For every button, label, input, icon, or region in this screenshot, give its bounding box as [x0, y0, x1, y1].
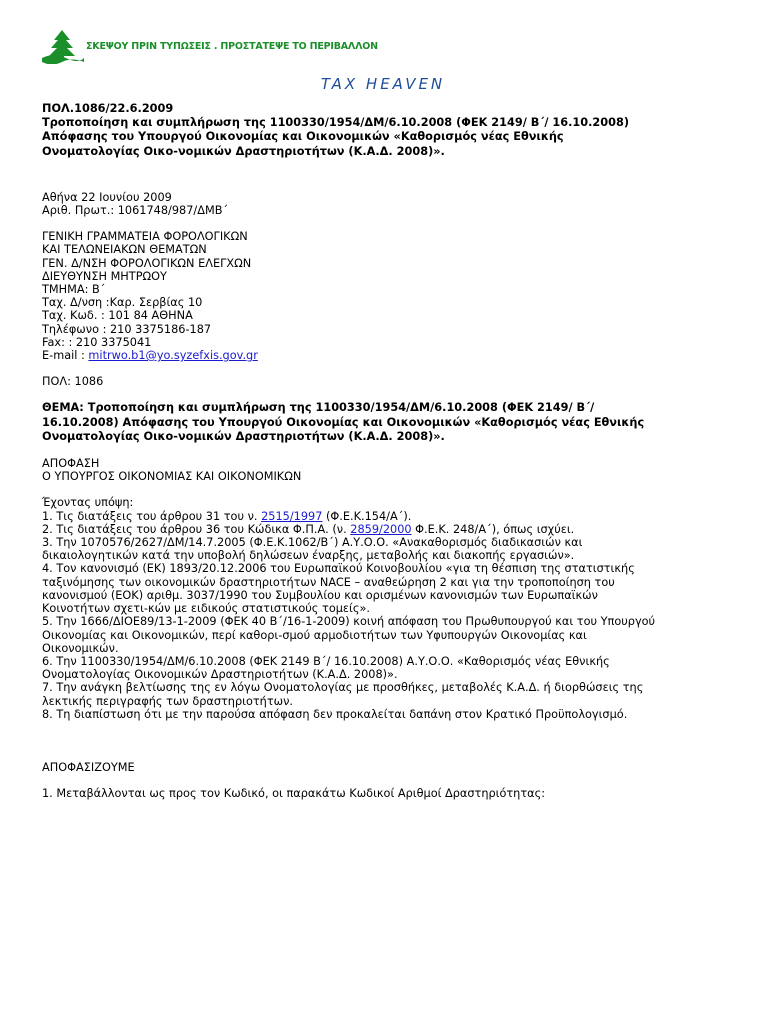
title-line: Τροποποίηση και συμπλήρωση της 1100330/1954/ΔΜ/6.10.2008 (ΦΕΚ 2149/ Β΄/ 16.10.2008) — [42, 116, 630, 130]
authority-line: Fax: : 210 3375041 — [42, 335, 152, 349]
list-item: Ονοματολογίας Οικονομικών Δραστηριοτήτων (Κ.Α.Δ. 2008)». — [42, 668, 398, 682]
tree-logo-icon — [40, 28, 84, 64]
list-item: 4. Τον κανονισμό (ΕΚ) 1893/20.12.2006 του Ευρωπαϊκού Κοινοβουλίου «για τη θέσπιση της στατιστικής — [42, 562, 635, 576]
we-decide-heading: ΑΠΟΦΑΣΙΖΟΥΜΕ — [42, 760, 135, 774]
email-link[interactable]: mitrwo.b1@yo.syzefxis.gov.gr — [88, 349, 258, 363]
minister-heading: Ο ΥΠΟΥΡΓΟΣ ΟΙΚΟΝΟΜΙΑΣ ΚΑΙ ΟΙΚΟΝΟΜΙΚΩΝ — [42, 470, 302, 484]
eco-slogan: ΣΚΕΨΟΥ ΠΡΙΝ ΤΥΠΩΣΕΙΣ . ΠΡΟΣΤΑΤΕΨΕ ΤΟ ΠΕΡΙΒΑΛΛΟΝ — [86, 40, 378, 52]
decision-heading: ΑΠΟΦΑΣΗ — [42, 457, 100, 471]
list-item: δικαιολογητικών κατά την υποβολή δηλώσεων έναρξης, μεταβολής και διακοπής εργασιών». — [42, 549, 575, 563]
title-line: Ονοματολογίας Οικο-νομικών Δραστηριοτήτων (Κ.Α.Δ. 2008)». — [42, 144, 445, 158]
list-item: Οικονομίας και Οικονομικών, περί καθορι-σμού αρμοδιοτήτων των Υφυπουργών Οικονομίας και — [42, 628, 587, 642]
document-title — [42, 102, 732, 159]
law-link-2515-1997[interactable]: 2515/1997 — [261, 509, 323, 523]
authority-line: ΔΙΕΥΘΥΝΣΗ ΜΗΤΡΩΟΥ — [42, 269, 167, 283]
item-text: (Φ.Ε.Κ.154/Α΄). — [322, 509, 412, 523]
item-text: 1. Τις διατάξεις του άρθρου 31 του ν. — [42, 509, 262, 523]
svg-text:TAX HEAVEN: TAX HEAVEN — [320, 75, 446, 93]
authority-line: Ταχ. Κωδ. : 101 84 ΑΘΗΝΑ — [42, 309, 193, 323]
decision-item: 1. Μεταβάλλονται ως προς τον Κωδικό, οι παρακάτω Κωδικοί Αριθμοί Δραστηριότητας: — [42, 787, 546, 801]
list-item: 5. Την 1666/ΔΙΟΕ89/13-1-2009 (ΦΕΚ 40 Β΄/16-1-2009) κοινή απόφαση του Πρωθυπουργού και του Υπουργού — [42, 615, 656, 629]
subject-block — [42, 401, 732, 444]
document-date: Αθήνα 22 Ιουνίου 2009 — [42, 190, 172, 204]
list-item: λεκτικής περιγραφής των δραστηριοτήτων. — [42, 694, 293, 708]
list-item — [42, 523, 732, 536]
protocol-number: Αριθ. Πρωτ.: 1061748/987/ΔΜΒ΄ — [42, 204, 229, 218]
authority-line: Ταχ. Δ/νση :Καρ. Σερβίας 10 — [42, 296, 203, 310]
list-item — [42, 510, 732, 523]
tax-heaven-logo — [309, 73, 457, 95]
item-text: 2. Τις διατάξεις του άρθρου 36 του Κώδικα Φ.Π.Α. (ν. — [42, 522, 351, 536]
authority-line: ΚΑΙ ΤΕΛΩΝΕΙΑΚΩΝ ΘΕΜΑΤΩΝ — [42, 243, 207, 257]
list-item: ταξινόμησης των οικονομικών δραστηριοτήτων NACE – αναθεώρηση 2 και για την τροποποίηση του — [42, 575, 615, 589]
law-link-2859-2000[interactable]: 2859/2000 — [350, 522, 412, 536]
list-item: 7. Την ανάγκη βελτίωσης της εν λόγω Ονοματολογίας με προσθήκες, μεταβολές Κ.Α.Δ. ή διορθώσεις της — [42, 681, 644, 695]
list-item: Οικονομικών. — [42, 641, 119, 655]
authority-block — [42, 230, 732, 362]
list-item: 6. Την 1100330/1954/ΔΜ/6.10.2008 (ΦΕΚ 2149 Β΄/ 16.10.2008) Α.Υ.Ο.Ο. «Καθορισμός νέας Εθνικής — [42, 654, 610, 668]
subject-line: Ονοματολογίας Οικο-νομικών Δραστηριοτήτων (Κ.Α.Δ. 2008)». — [42, 429, 445, 443]
considering-label: Έχοντας υπόψη: — [42, 496, 134, 510]
item-text: Φ.Ε.Κ. 248/Α΄), όπως ισχύει. — [411, 522, 575, 536]
title-line: ΠΟΛ.1086/22.6.2009 — [42, 102, 174, 115]
authority-line: ΓΕΝ. Δ/ΝΣΗ ΦΟΡΟΛΟΓΙΚΩΝ ΕΛΕΓΧΩΝ — [42, 256, 252, 270]
email-line — [42, 349, 732, 362]
authority-line: Τηλέφωνο : 210 3375186-187 — [42, 322, 212, 336]
pol-number: ΠΟΛ: 1086 — [42, 375, 104, 389]
subject-line: 16.10.2008) Απόφασης του Υπουργού Οικονομίας και Οικονομικών «Καθορισμός νέας Εθνικής — [42, 415, 645, 429]
email-label: E-mail : — [42, 349, 89, 363]
document-body — [42, 102, 732, 800]
eco-banner — [40, 28, 378, 64]
authority-line: ΤΜΗΜΑ: Β΄ — [42, 283, 106, 297]
subject-line: ΘΕΜΑ: Τροποποίηση και συμπλήρωση της 1100330/1954/ΔΜ/6.10.2008 (ΦΕΚ 2149/ Β΄/ — [42, 401, 595, 415]
list-item: 8. Τη διαπίστωση ότι με την παρούσα απόφαση δεν προκαλείται δαπάνη στον Κρατικό Προϋπολογισμό. — [42, 707, 628, 721]
authority-line: ΓΕΝΙΚΗ ΓΡΑΜΜΑΤΕΙΑ ΦΟΡΟΛΟΓΙΚΩΝ — [42, 230, 248, 244]
list-item: Κοινοτήτων σχετι-κών με ειδικούς στατιστικούς τομείς». — [42, 602, 370, 616]
title-line: Απόφασης του Υπουργού Οικονομίας και Οικονομικών «Καθορισμός νέας Εθνικής — [42, 130, 564, 144]
list-item: κανονισμού (ΕΟΚ) αριθμ. 3037/1990 του Συμβουλίου και ορισμένων κανονισμών των Ευρωπαϊκών — [42, 588, 598, 602]
list-item: 3. Την 1070576/2627/ΔΜ/14.7.2005 (Φ.Ε.Κ.1062/Β΄) Α.Υ.Ο.Ο. «Ανακαθορισμός διαδικασιών και — [42, 536, 583, 550]
